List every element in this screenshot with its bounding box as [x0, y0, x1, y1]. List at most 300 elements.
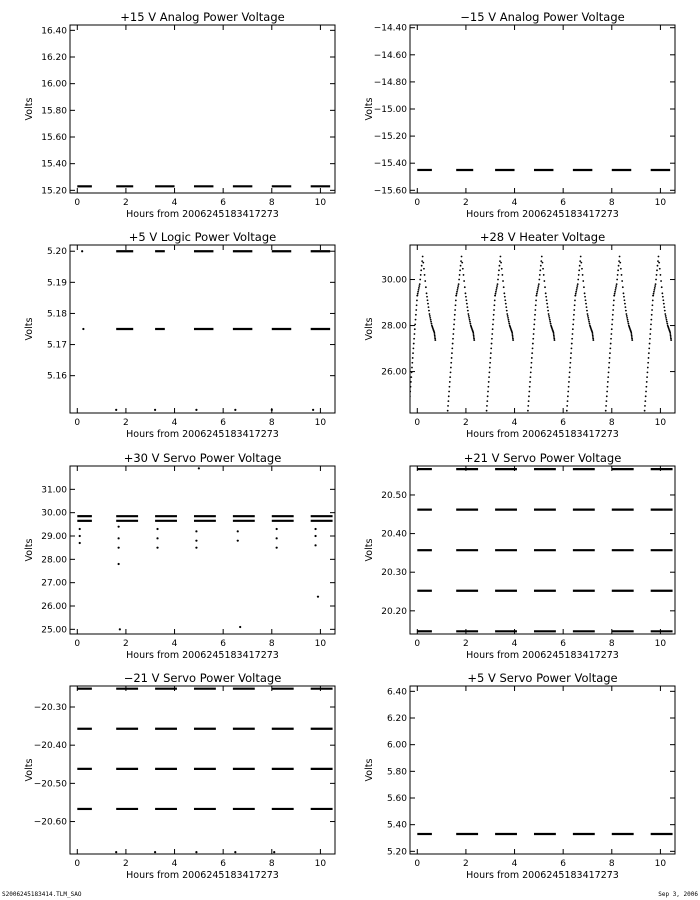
y-tick-label: −20.50 — [33, 779, 67, 790]
x-tick-label: 8 — [268, 418, 275, 428]
data-point — [568, 386, 570, 388]
data-point — [665, 315, 667, 317]
x-tick-label: 8 — [608, 418, 615, 428]
data-point — [452, 333, 454, 335]
data-point — [582, 274, 584, 276]
data-point — [433, 332, 435, 334]
data-point — [421, 265, 423, 267]
data-point — [549, 319, 551, 321]
data-point — [427, 299, 429, 301]
y-tick-label: 31.00 — [41, 485, 67, 496]
data-point — [529, 376, 531, 378]
data-point — [578, 274, 580, 276]
data-point — [426, 296, 428, 298]
x-axis-label: Hours from 2006245183417273 — [466, 429, 619, 440]
data-point — [156, 537, 158, 539]
data-point — [644, 405, 646, 407]
data-point — [670, 338, 672, 340]
data-point — [614, 291, 616, 293]
data-point — [655, 279, 657, 281]
y-tick-label: 6.00 — [386, 740, 407, 751]
x-tick-label: 10 — [654, 418, 667, 428]
data-point — [115, 409, 117, 411]
data-point — [503, 292, 505, 294]
x-tick-label: 6 — [220, 859, 227, 869]
data-point — [652, 300, 654, 302]
data-point — [658, 262, 660, 264]
data-point — [553, 335, 555, 337]
data-point — [574, 304, 576, 306]
data-point — [418, 289, 420, 291]
data-point — [660, 274, 662, 276]
data-layer — [408, 256, 672, 412]
data-point — [662, 296, 664, 298]
data-point — [608, 362, 610, 364]
data-point — [570, 357, 572, 359]
data-point — [312, 409, 314, 411]
data-point — [465, 296, 467, 298]
data-point — [415, 319, 417, 321]
data-point — [449, 376, 451, 378]
data-point — [449, 381, 451, 383]
data-point — [542, 268, 544, 270]
y-tick-label: 20.30 — [381, 568, 407, 579]
data-point — [663, 303, 665, 305]
data-point — [409, 400, 411, 402]
data-point — [606, 391, 608, 393]
data-point — [511, 333, 513, 335]
data-point — [615, 287, 617, 289]
data-point — [615, 285, 617, 287]
data-point — [473, 336, 475, 338]
data-point — [544, 286, 546, 288]
data-point — [584, 292, 586, 294]
data-point — [648, 352, 650, 354]
data-point — [508, 321, 510, 323]
data-point — [465, 292, 467, 294]
data-point — [623, 296, 625, 298]
data-point — [79, 535, 81, 537]
data-point — [463, 280, 465, 282]
data-point — [490, 347, 492, 349]
data-point — [586, 310, 588, 312]
data-point — [658, 256, 660, 258]
data-point — [503, 286, 505, 288]
data-point — [489, 371, 491, 373]
data-point — [452, 338, 454, 340]
data-point — [652, 304, 654, 306]
data-point — [457, 285, 459, 287]
data-point — [447, 410, 449, 412]
plot-frame — [70, 686, 335, 854]
data-point — [650, 328, 652, 330]
data-point — [494, 300, 496, 302]
data-point — [420, 274, 422, 276]
data-point — [489, 367, 491, 369]
data-point — [616, 283, 618, 285]
data-point — [434, 335, 436, 337]
data-point — [537, 287, 539, 289]
data-point — [429, 313, 431, 315]
data-point — [495, 293, 497, 295]
data-point — [569, 362, 571, 364]
data-point — [631, 335, 633, 337]
y-tick-label: 26.00 — [41, 602, 67, 612]
data-point — [118, 563, 120, 565]
data-point — [651, 314, 653, 316]
data-point — [411, 362, 413, 364]
data-point — [416, 300, 418, 302]
data-point — [549, 321, 551, 323]
data-point — [461, 262, 463, 264]
data-point — [669, 332, 671, 334]
data-point — [428, 306, 430, 308]
data-point — [622, 286, 624, 288]
data-point — [531, 357, 533, 359]
data-point — [450, 371, 452, 373]
data-point — [607, 376, 609, 378]
data-point — [546, 303, 548, 305]
data-point — [455, 295, 457, 297]
data-point — [566, 405, 568, 407]
data-point — [463, 274, 465, 276]
data-point — [492, 319, 494, 321]
data-point — [527, 410, 529, 412]
data-point — [627, 319, 629, 321]
plot-frame — [410, 245, 675, 413]
x-axis-label: Hours from 2006245183417273 — [466, 650, 619, 661]
data-point — [587, 317, 589, 319]
data-point — [536, 291, 538, 293]
data-point — [493, 309, 495, 311]
data-point — [586, 306, 588, 308]
data-point — [502, 280, 504, 282]
data-point — [460, 265, 462, 267]
data-point — [418, 287, 420, 289]
data-point — [466, 299, 468, 301]
data-point — [494, 295, 496, 297]
data-point — [506, 310, 508, 312]
data-point — [575, 291, 577, 293]
data-point — [568, 381, 570, 383]
data-point — [569, 371, 571, 373]
data-point — [493, 314, 495, 316]
data-point — [491, 338, 493, 340]
x-tick-label: 8 — [268, 859, 275, 869]
y-tick-label: −14.80 — [373, 77, 407, 88]
panel-8 — [364, 671, 675, 881]
y-tick-label: 20.40 — [381, 529, 407, 540]
data-point — [571, 347, 573, 349]
data-point — [540, 260, 542, 262]
data-point — [583, 286, 585, 288]
data-point — [314, 544, 316, 546]
data-point — [553, 338, 555, 340]
data-point — [570, 352, 572, 354]
data-point — [611, 328, 613, 330]
data-point — [451, 357, 453, 359]
x-tick-label: 10 — [654, 639, 667, 649]
y-axis-label: Volts — [24, 97, 35, 121]
panel-title: +30 V Servo Power Voltage — [123, 451, 282, 465]
data-point — [612, 314, 614, 316]
data-point — [492, 323, 494, 325]
data-point — [115, 851, 117, 853]
data-point — [659, 268, 661, 270]
data-point — [662, 299, 664, 301]
data-point — [512, 338, 514, 340]
data-point — [431, 323, 433, 325]
data-point — [412, 357, 414, 359]
data-point — [457, 289, 459, 291]
data-point — [532, 343, 534, 345]
x-tick-label: 0 — [74, 198, 81, 208]
y-tick-label: 5.16 — [46, 371, 67, 382]
x-tick-label: 4 — [171, 639, 178, 649]
data-point — [416, 304, 418, 306]
data-point — [512, 336, 514, 338]
data-point — [506, 313, 508, 315]
y-tick-label: 6.40 — [386, 687, 407, 698]
data-point — [538, 279, 540, 281]
data-point — [654, 287, 656, 289]
data-point — [566, 410, 568, 412]
data-point — [434, 338, 436, 340]
data-point — [276, 537, 278, 539]
y-tick-label: 5.20 — [46, 247, 67, 258]
data-point — [410, 376, 412, 378]
data-point — [456, 293, 458, 295]
data-point — [606, 395, 608, 397]
data-point — [408, 410, 410, 412]
x-tick-label: 0 — [414, 859, 421, 869]
data-point — [457, 287, 459, 289]
data-point — [649, 338, 651, 340]
footer-date: Sep 3, 2006 — [658, 891, 698, 898]
x-tick-label: 10 — [314, 198, 327, 208]
y-tick-label: −15.60 — [373, 186, 407, 197]
data-point — [550, 323, 552, 325]
plot-frame — [410, 25, 675, 193]
data-point — [421, 260, 423, 262]
data-point — [434, 339, 436, 341]
data-point — [572, 333, 574, 335]
data-point — [547, 310, 549, 312]
data-point — [657, 265, 659, 267]
data-point — [456, 291, 458, 293]
data-point — [237, 540, 239, 542]
data-point — [624, 299, 626, 301]
data-point — [661, 292, 663, 294]
data-point — [647, 367, 649, 369]
data-point — [577, 283, 579, 285]
data-point — [466, 306, 468, 308]
data-point — [412, 347, 414, 349]
data-point — [592, 336, 594, 338]
panel-3 — [24, 230, 335, 440]
data-point — [273, 851, 275, 853]
data-point — [631, 338, 633, 340]
data-point — [591, 332, 593, 334]
y-axis-label: Volts — [364, 538, 375, 562]
data-point — [649, 343, 651, 345]
y-tick-label: 5.20 — [386, 847, 407, 858]
y-axis-label: Volts — [24, 317, 35, 341]
y-tick-label: 5.17 — [46, 340, 67, 351]
data-point — [195, 851, 197, 853]
data-point — [656, 269, 658, 271]
data-point — [424, 280, 426, 282]
data-point — [625, 306, 627, 308]
data-point — [619, 256, 621, 258]
x-axis-label: Hours from 2006245183417273 — [126, 209, 279, 220]
x-tick-label: 8 — [608, 859, 615, 869]
panel-6 — [364, 451, 675, 661]
data-point — [450, 367, 452, 369]
data-point — [645, 395, 647, 397]
x-tick-label: 4 — [511, 418, 518, 428]
data-point — [610, 343, 612, 345]
data-point — [613, 304, 615, 306]
data-point — [490, 357, 492, 359]
data-point — [531, 352, 533, 354]
y-axis-label: Volts — [24, 758, 35, 782]
data-point — [466, 303, 468, 305]
y-tick-label: 15.80 — [41, 106, 67, 117]
data-point — [574, 300, 576, 302]
data-point — [576, 289, 578, 291]
data-point — [415, 314, 417, 316]
y-tick-label: 16.20 — [41, 53, 67, 63]
x-tick-label: 4 — [511, 639, 518, 649]
data-point — [493, 304, 495, 306]
data-point — [455, 304, 457, 306]
y-tick-label: 20.20 — [381, 606, 407, 617]
data-point — [575, 293, 577, 295]
x-tick-label: 10 — [654, 859, 667, 869]
data-point — [490, 352, 492, 354]
x-axis-label: Hours from 2006245183417273 — [126, 870, 279, 881]
data-point — [608, 371, 610, 373]
data-point — [195, 540, 197, 542]
data-point — [79, 542, 81, 544]
x-tick-label: 6 — [220, 418, 227, 428]
data-point — [567, 400, 569, 402]
data-point — [537, 289, 539, 291]
data-point — [571, 343, 573, 345]
data-point — [505, 303, 507, 305]
data-point — [645, 386, 647, 388]
y-tick-label: 28.00 — [381, 321, 407, 332]
data-point — [652, 295, 654, 297]
x-tick-label: 2 — [123, 418, 129, 428]
data-point — [670, 335, 672, 337]
data-point — [626, 317, 628, 319]
data-point — [461, 256, 463, 258]
data-point — [592, 338, 594, 340]
data-point — [496, 287, 498, 289]
y-tick-label: 20.50 — [381, 490, 407, 501]
data-point — [528, 391, 530, 393]
x-tick-label: 10 — [314, 639, 327, 649]
data-point — [573, 319, 575, 321]
x-tick-label: 0 — [74, 418, 81, 428]
x-tick-label: 10 — [314, 859, 327, 869]
panel-title: −15 V Analog Power Voltage — [460, 10, 625, 24]
data-point — [501, 274, 503, 276]
data-point — [567, 391, 569, 393]
data-point — [413, 343, 415, 345]
x-tick-label: 6 — [560, 198, 567, 208]
data-point — [663, 306, 665, 308]
data-point — [449, 386, 451, 388]
data-point — [628, 323, 630, 325]
data-point — [453, 328, 455, 330]
data-point — [528, 395, 530, 397]
data-point — [459, 269, 461, 271]
data-point — [646, 381, 648, 383]
data-point — [576, 285, 578, 287]
data-point — [317, 596, 319, 598]
data-point — [512, 335, 514, 337]
data-point — [548, 313, 550, 315]
data-point — [469, 323, 471, 325]
data-point — [547, 306, 549, 308]
data-point — [607, 386, 609, 388]
data-point — [119, 628, 121, 630]
panel-5 — [24, 451, 335, 661]
data-point — [467, 313, 469, 315]
y-tick-label: 30.00 — [381, 275, 407, 286]
y-tick-label: 16.00 — [41, 79, 67, 90]
data-point — [631, 333, 633, 335]
data-point — [621, 280, 623, 282]
x-tick-label: 8 — [608, 639, 615, 649]
data-point — [417, 293, 419, 295]
data-point — [491, 333, 493, 335]
data-point — [532, 338, 534, 340]
data-point — [654, 285, 656, 287]
data-point — [422, 262, 424, 264]
data-point — [621, 274, 623, 276]
data-point — [499, 265, 501, 267]
data-point — [573, 314, 575, 316]
data-point — [489, 362, 491, 364]
data-point — [468, 315, 470, 317]
data-point — [644, 400, 646, 402]
x-axis-label: Hours from 2006245183417273 — [126, 429, 279, 440]
data-point — [580, 262, 582, 264]
data-point — [508, 319, 510, 321]
x-tick-label: 4 — [511, 198, 518, 208]
panel-title: +5 V Servo Power Voltage — [467, 671, 618, 685]
data-point — [567, 395, 569, 397]
data-point — [610, 338, 612, 340]
data-point — [655, 283, 657, 285]
data-point — [154, 409, 156, 411]
data-point — [587, 313, 589, 315]
data-point — [648, 347, 650, 349]
data-point — [276, 528, 278, 530]
data-point — [154, 851, 156, 853]
panel-2 — [364, 10, 675, 220]
x-tick-label: 2 — [123, 639, 129, 649]
data-point — [448, 391, 450, 393]
data-point — [237, 530, 239, 532]
panel-4 — [364, 230, 675, 440]
data-point — [508, 323, 510, 325]
data-point — [653, 293, 655, 295]
